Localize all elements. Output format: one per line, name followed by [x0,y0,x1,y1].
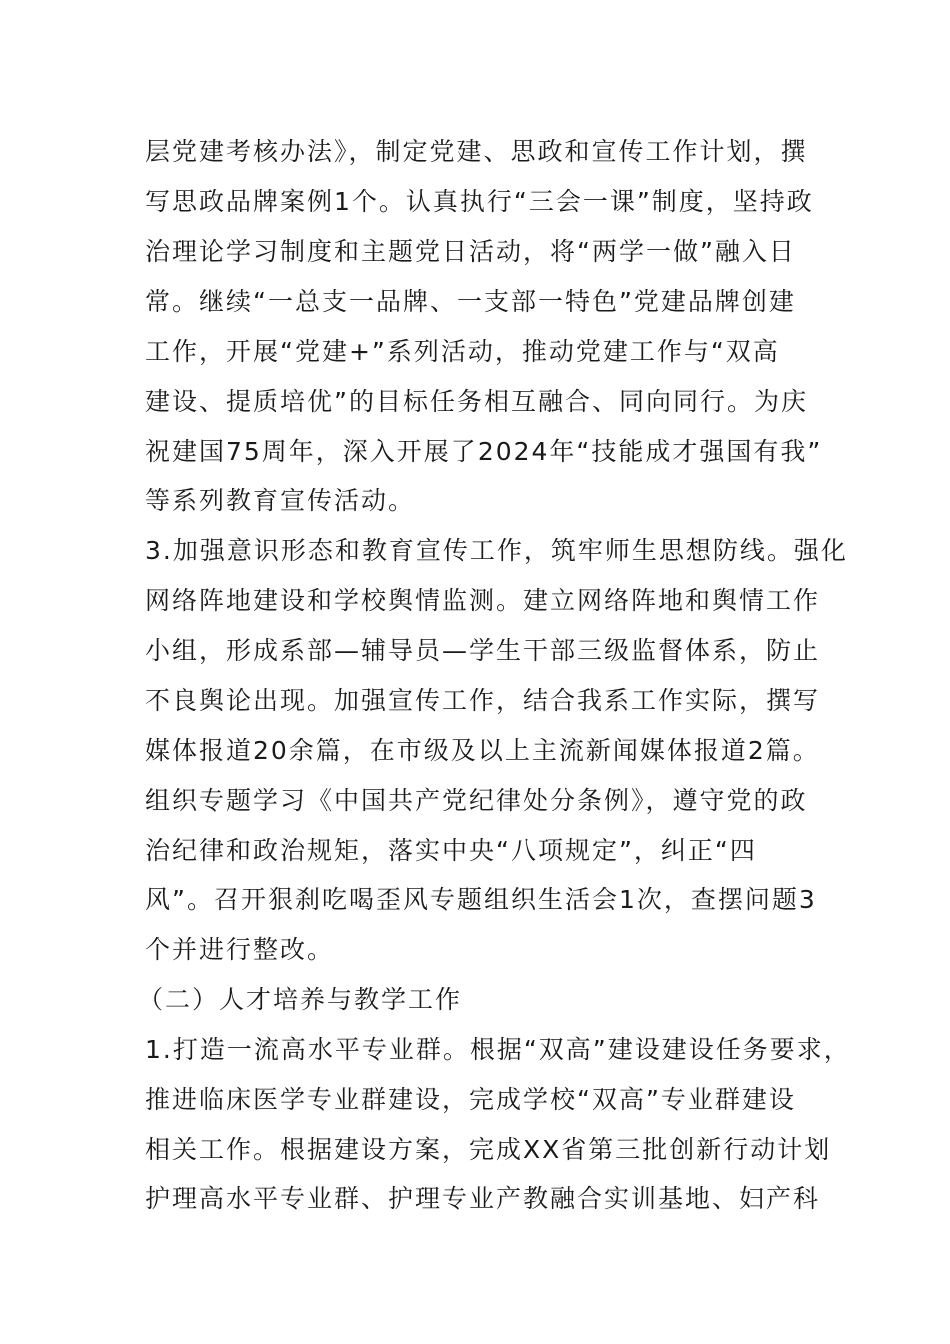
paragraph-line: 网络阵地建设和学校舆情监测。建立网络阵地和舆情工作 [145,586,821,615]
paragraph-line: 相关工作。根据建设方案，完成XX省第三批创新行动计划 [145,1135,832,1164]
paragraph-line: 建设、提质培优”的目标任务相互融合、同向同行。为庆 [145,387,808,416]
paragraph-line: 推进临床医学专业群建设，完成学校“双高”专业群建设 [145,1085,796,1114]
paragraph-line: 工作，开展“党建+”系列活动，推动党建工作与“双高 [145,337,780,366]
paragraph-line: 媒体报道20余篇，在市级及以上主流新闻媒体报道2篇。 [145,736,820,765]
paragraph-line: 小组，形成系部—辅导员—学生干部三级监督体系，防止 [145,636,821,665]
paragraph-line: 风”。召开狠刹吃喝歪风专题组织生活会1次，查摆问题3 [145,885,817,914]
paragraph-line: 写思政品牌案例1个。认真执行“三会一课”制度，坚持政 [145,187,814,216]
paragraph-line: 1.打造一流高水平专业群。根据“双高”建设建设任务要求， [145,1035,851,1064]
paragraph-line: 治纪律和政治规矩，落实中央“八项规定”，纠正“四 [145,836,757,865]
paragraph-line: 层党建考核办法》，制定党建、思政和宣传工作计划，撰 [145,137,808,166]
paragraph-line: 祝建国75周年，深入开展了2024年“技能成才强国有我” [145,437,823,466]
paragraph-line: 等系列教育宣传活动。 [145,486,416,515]
paragraph-line: 3.加强意识形态和教育宣传工作，筑牢师生思想防线。强化 [145,536,848,565]
paragraph-line: 常。继续“一总支一品牌、一支部一特色”党建品牌创建 [145,287,796,316]
paragraph-line: 个并进行整改。 [145,935,335,964]
paragraph-line: 护理高水平专业群、护理专业产教融合实训基地、妇产科 [145,1184,821,1213]
paragraph-line: 治理论学习制度和主题党日活动，将“两学一做”融入日 [145,237,796,266]
section-heading: （二）人才培养与教学工作 [138,985,463,1014]
paragraph-line: 不良舆论出现。加强宣传工作，结合我系工作实际，撰写 [145,686,821,715]
paragraph-line: 组织专题学习《中国共产党纪律处分条例》，遵守党的政 [145,786,808,815]
